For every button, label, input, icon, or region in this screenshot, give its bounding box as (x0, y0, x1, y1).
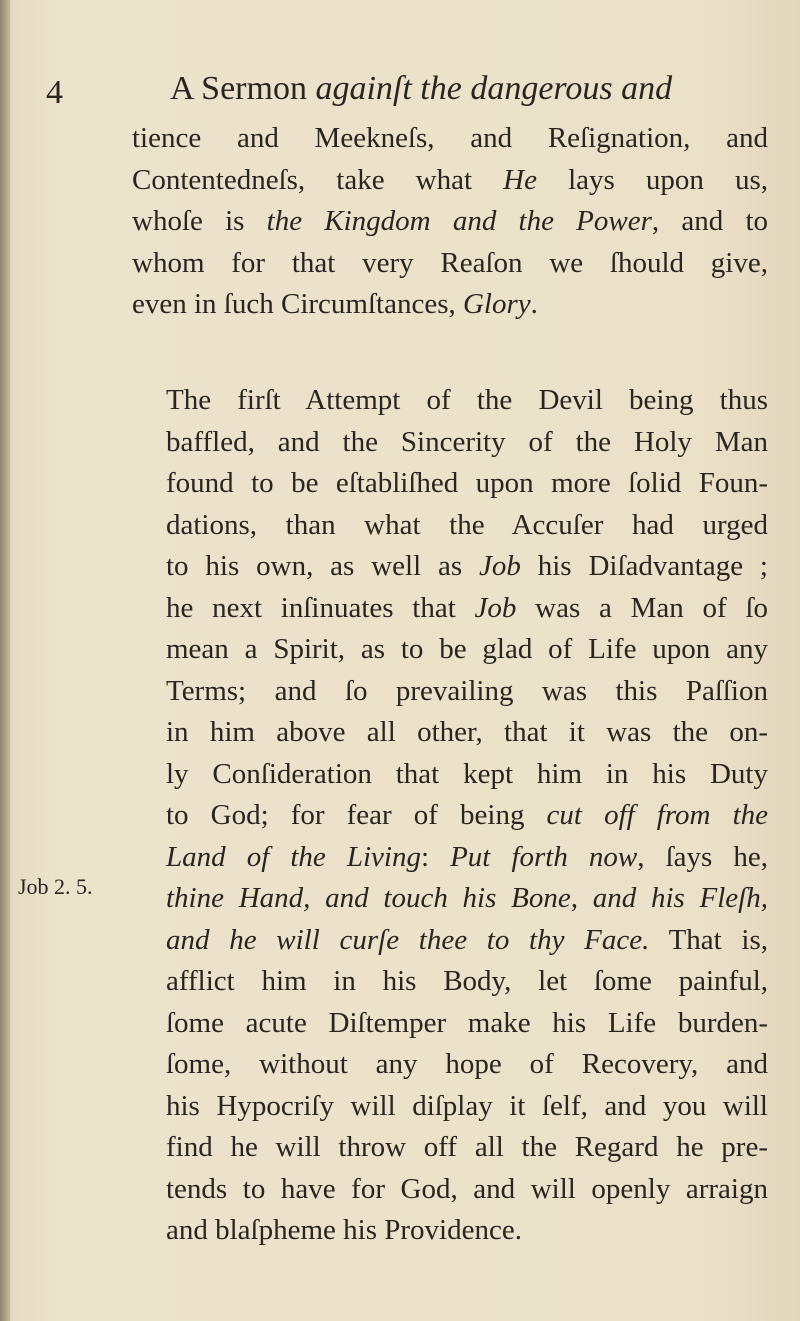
text-run: ſome acute Diſtemper make his Life burden- (166, 1006, 768, 1039)
italic-text: Land of the Living (166, 840, 421, 873)
text-line (132, 629, 768, 671)
text-run: and blaſpheme his Providence. (166, 1214, 522, 1246)
text-line (132, 754, 768, 796)
text-run: found to be eſtabliſhed upon more ſolid Foun- (166, 467, 768, 499)
text-run: mean a Spirit, as to be glad of Life upon any (166, 633, 768, 665)
italic-text: thine Hand, and touch his Bone, and his Fleſh, (166, 882, 768, 914)
page-gutter (0, 0, 10, 1321)
text-line (132, 201, 768, 243)
text-line (132, 1127, 768, 1169)
page-header (46, 66, 766, 116)
italic-text: and he will curſe thee to thy Face. (166, 923, 650, 956)
text-line (132, 118, 768, 160)
italic-text: Job (479, 550, 521, 582)
italic-text: Glory (462, 288, 531, 320)
text-run: whom for that very Reaſon we ſhould give, (132, 246, 768, 279)
text-line (132, 505, 768, 547)
text-run: tends to have for God, and will openly arraign (166, 1172, 768, 1205)
page-number: 4 (46, 74, 63, 111)
text-line (132, 671, 768, 713)
text-run: he next inſinuates that (166, 591, 475, 624)
text-run: find he will throw off all the Regard he pre- (166, 1131, 768, 1163)
text-line (132, 1044, 768, 1086)
text-line (132, 878, 768, 920)
italic-text: Job (474, 591, 517, 624)
running-title (170, 70, 672, 108)
text-line (132, 284, 768, 326)
text-run: : (420, 840, 451, 873)
italic-text: the Kingdom and the Power (266, 205, 652, 237)
text-line (132, 160, 768, 202)
italic-text: Put forth now (450, 840, 638, 873)
text-run: The firſt Attempt of the Devil being thus (166, 384, 768, 416)
paragraph-2 (132, 380, 768, 1252)
text-run: lays upon us, (536, 163, 769, 196)
text-line (132, 961, 768, 1003)
text-line (132, 795, 768, 837)
text-run: whoſe is (132, 205, 267, 237)
text-line (132, 837, 768, 879)
text-run: , ſays he, (637, 840, 768, 873)
text-run: Terms; and ſo prevailing was this Paſſion (166, 674, 768, 707)
italic-text: cut off from the (546, 799, 768, 831)
text-line (132, 380, 768, 422)
text-run: . (530, 288, 538, 320)
text-run: , and to (651, 205, 769, 237)
text-run: in him above all other, that it was the on- (166, 716, 768, 748)
text-run: tience and Meekneſs, and Reſignation, and (132, 122, 768, 154)
text-run: his Hypocriſy will diſplay it ſelf, and you will (166, 1089, 768, 1122)
text-run: Contentedneſs, take what (132, 163, 504, 196)
text-line (132, 712, 768, 754)
text-line (132, 1169, 768, 1211)
text-line (132, 1210, 768, 1252)
text-run: dations, than what the Accuſer had urged (166, 508, 768, 541)
paragraph-1 (132, 118, 768, 326)
text-line (132, 546, 768, 588)
text-run: even in ſuch Circumſtances, (132, 288, 463, 320)
text-run: to God; for fear of being (166, 799, 547, 831)
italic-text: He (503, 163, 537, 196)
text-run: afflict him in his Body, let ſome painful, (166, 965, 768, 997)
text-run: ly Conſideration that kept him in his Duty (166, 757, 768, 790)
text-run: his Diſadvantage ; (520, 550, 768, 582)
running-title-italic: againſt the dangerous and (315, 70, 673, 107)
text-run: was a Man of ſo (516, 591, 769, 624)
text-line (132, 422, 768, 464)
text-line (132, 920, 768, 962)
text-run: to his own, as well as (166, 550, 480, 582)
margin-note-scripture-reference: Job 2. 5. (18, 874, 93, 899)
text-line (132, 243, 768, 285)
running-title-roman: A Sermon (170, 70, 316, 107)
text-run: baffled, and the Sincerity of the Holy Man (166, 425, 768, 458)
text-line (132, 463, 768, 505)
text-line (132, 1003, 768, 1045)
text-line (132, 588, 768, 630)
text-run: That is, (649, 923, 769, 956)
text-run: ſome, without any hope of Recovery, and (166, 1048, 768, 1080)
text-line (132, 1086, 768, 1128)
